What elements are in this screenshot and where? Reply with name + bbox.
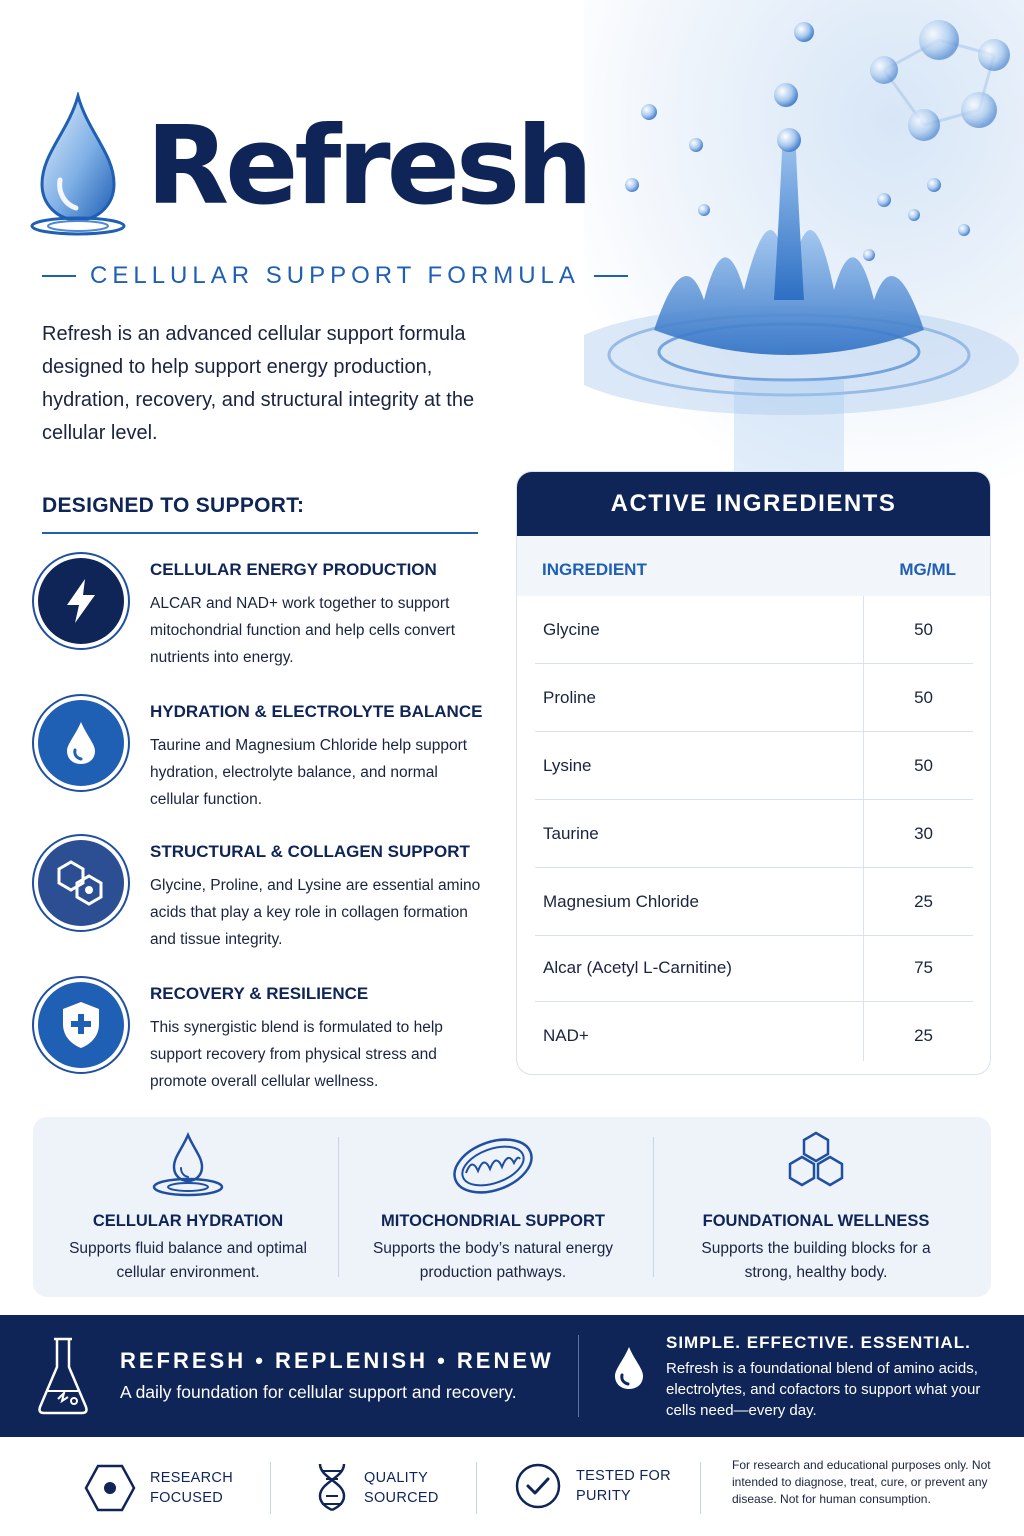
lightning-icon <box>61 577 101 625</box>
feature-text: Supports the body’s natural energy production pathways. <box>372 1240 614 1281</box>
ingredient-name: Alcar (Acetyl L-Carnitine) <box>543 958 732 977</box>
active-ingredients-table <box>516 471 991 1075</box>
banner-slogan: REFRESH • REPLENISH • RENEW <box>120 1348 554 1373</box>
support-section-title: DESIGNED TO SUPPORT: <box>42 494 305 517</box>
table-row <box>535 868 973 936</box>
table-row <box>535 934 973 1002</box>
footer-label: TESTED FOR PURITY <box>576 1468 671 1504</box>
footer-research-focused <box>84 1462 260 1514</box>
feature-title: CELLULAR HYDRATION <box>92 1212 284 1230</box>
benefit-icon-ring <box>32 834 130 932</box>
tagline-right-dash <box>594 275 628 277</box>
ingredient-amount: 30 <box>914 824 933 843</box>
ingredient-name: Magnesium Chloride <box>543 892 699 911</box>
water-drop-icon <box>612 1345 646 1391</box>
ingredient-amount: 25 <box>914 892 933 911</box>
ingredient-name: Lysine <box>543 756 592 775</box>
footer-label: RESEARCH FOCUSED <box>150 1470 233 1506</box>
benefit-icon-ring <box>32 694 130 792</box>
feature-divider <box>653 1137 654 1277</box>
footer-divider <box>476 1462 477 1514</box>
check-circle-icon <box>514 1462 562 1510</box>
feature-mitochondrial <box>338 1117 648 1297</box>
benefit-title: HYDRATION & ELECTROLYTE BALANCE <box>150 702 483 721</box>
ingredient-amount: 75 <box>914 958 933 977</box>
dna-icon <box>314 1462 350 1514</box>
feature-title: MITOCHONDRIAL SUPPORT <box>381 1212 605 1230</box>
mitochondria-icon <box>448 1131 538 1201</box>
benefit-icon-ring <box>32 552 130 650</box>
feature-text: Supports the building blocks for a strong, healthy body. <box>701 1240 931 1281</box>
ingredient-name: Glycine <box>543 620 600 639</box>
brand-header <box>28 92 589 242</box>
water-splash-image <box>584 0 1024 480</box>
ingredient-name: NAD+ <box>543 1026 589 1045</box>
table-row <box>535 732 973 800</box>
ingredient-name: Proline <box>543 688 596 707</box>
benefit-icon-ring <box>32 976 130 1074</box>
footer-divider <box>270 1462 271 1514</box>
feature-cellular-hydration <box>33 1117 343 1297</box>
benefit-text: Glycine, Proline, and Lysine are essential amino acids that play a key role in collagen formation and tissue integrity. <box>150 877 481 948</box>
water-drop-logo-icon <box>28 92 128 242</box>
table-row <box>535 800 973 868</box>
hexagon-dot-icon <box>84 1462 136 1514</box>
ingredients-table-title: ACTIVE INGREDIENTS <box>610 490 897 517</box>
shield-plus-icon <box>59 1000 103 1050</box>
ingredient-amount: 25 <box>914 1026 933 1045</box>
footer-tested-purity <box>514 1462 686 1510</box>
column-header-mg-ml: MG/ML <box>899 560 956 579</box>
benefit-text: Taurine and Magnesium Chloride help support hydration, electrolyte balance, and normal cellular function. <box>150 737 468 808</box>
table-row <box>535 664 973 732</box>
footer-quality-sourced <box>314 1462 474 1514</box>
tagline: CELLULAR SUPPORT FORMULA <box>90 262 580 289</box>
table-row <box>535 1002 973 1070</box>
slogan-banner <box>0 1315 1024 1437</box>
flask-icon <box>36 1335 90 1417</box>
banner-slogan-subtitle: A daily foundation for cellular support and recovery. <box>120 1382 517 1402</box>
benefit-title: STRUCTURAL & COLLAGEN SUPPORT <box>150 842 470 861</box>
banner-right-title: SIMPLE. EFFECTIVE. ESSENTIAL. <box>666 1333 971 1352</box>
benefit-title: CELLULAR ENERGY PRODUCTION <box>150 560 437 579</box>
banner-right-body: Refresh is a foundational blend of amino acids, electrolytes, and cofactors to support what your cells need—every day. <box>666 1360 981 1419</box>
feature-foundational-wellness <box>661 1117 971 1297</box>
ingredients-column-headers <box>517 536 990 596</box>
footer-divider <box>700 1462 701 1514</box>
benefit-text: ALCAR and NAD+ work together to support mitochondrial function and help cells convert nutrients into energy. <box>150 595 456 666</box>
droplet-ripple-icon <box>148 1131 228 1201</box>
ingredients-table-header <box>517 472 990 536</box>
hexagon-molecule-icon <box>53 858 109 908</box>
feature-text: Supports fluid balance and optimal cellular environment. <box>69 1240 307 1281</box>
brand-name: Refresh <box>146 104 590 229</box>
support-title-underline <box>42 532 478 534</box>
tagline-row <box>42 262 628 290</box>
table-row <box>535 596 973 664</box>
benefit-title: RECOVERY & RESILIENCE <box>150 984 369 1003</box>
ingredient-amount: 50 <box>914 756 933 775</box>
tagline-left-dash <box>42 275 76 277</box>
water-drop-icon <box>63 720 99 766</box>
hexagon-cluster-icon <box>776 1131 856 1201</box>
ingredient-name: Taurine <box>543 824 599 843</box>
ingredient-amount: 50 <box>914 620 933 639</box>
column-header-ingredient: INGREDIENT <box>542 560 647 579</box>
footer-label: QUALITY SOURCED <box>364 1470 439 1506</box>
ingredient-amount: 50 <box>914 688 933 707</box>
feature-title: FOUNDATIONAL WELLNESS <box>702 1212 930 1230</box>
banner-divider <box>578 1335 579 1417</box>
benefit-text: This synergistic blend is formulated to help support recovery from physical stress and promote overall cellular wellness. <box>150 1019 443 1090</box>
disclaimer: For research and educational purposes only. Not intended to diagnose, treat, cure, or prevent any disease. Not for human consumption. <box>732 1458 991 1506</box>
intro-paragraph: Refresh is an advanced cellular support formula designed to help support energy production, hydration, recovery, and structural integrity at the cellular level. <box>42 323 475 444</box>
features-panel <box>33 1117 991 1297</box>
